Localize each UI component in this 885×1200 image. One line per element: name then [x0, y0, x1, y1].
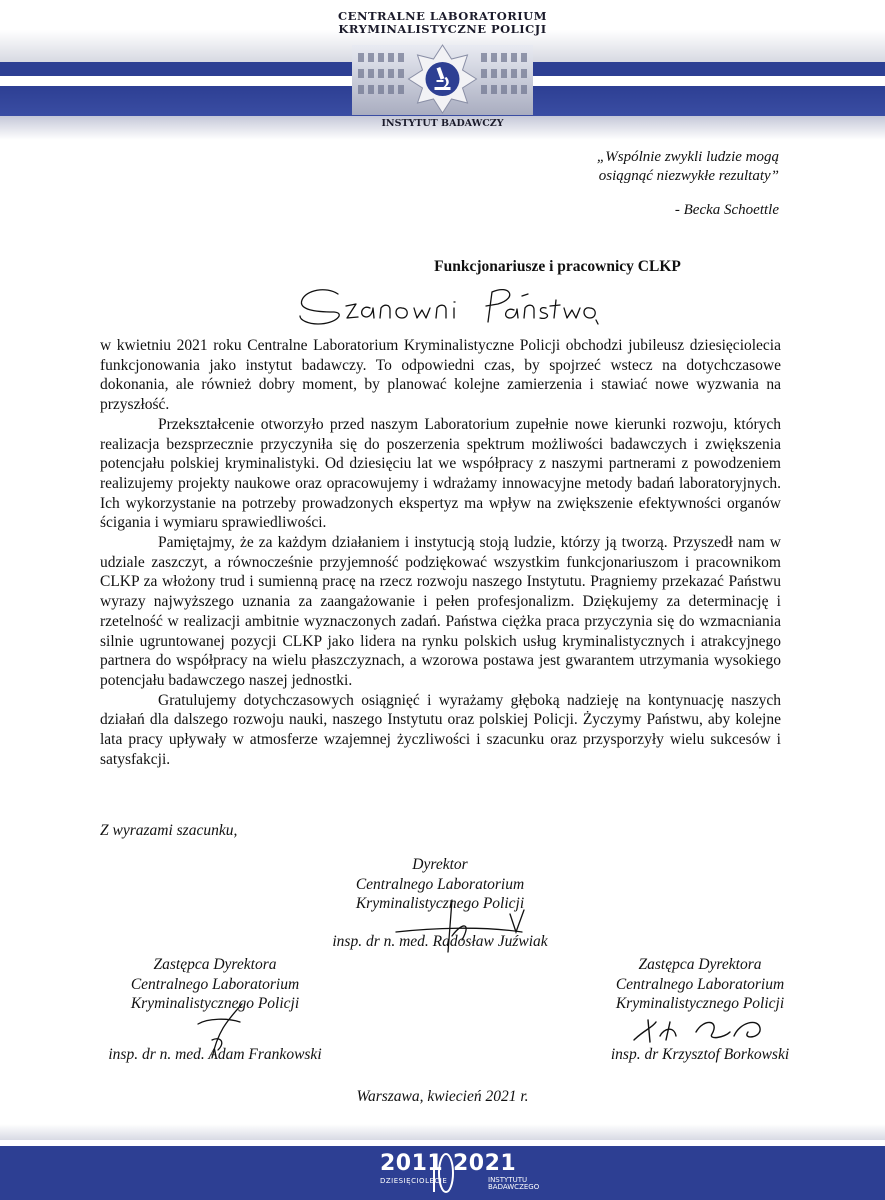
signature-title: Kryminalistycznego Policji [615, 995, 785, 1012]
anniversary-caption-left: DZIESIĘCIOLECIE [380, 1177, 448, 1185]
deputy-left-handwritten-signature [168, 1000, 258, 1062]
signature-title: Kryminalistycznego Policji [355, 895, 525, 912]
signature-name: insp. dr n. med. Radosław Juźwiak [332, 932, 548, 950]
signature-title: Centralnego Laboratorium [355, 875, 525, 893]
signature-name: insp. dr n. med. Adam Frankowski [108, 1045, 322, 1063]
place-and-date: Warszawa, kwiecień 2021 r. [356, 1088, 529, 1105]
anniversary-logo [370, 1146, 540, 1200]
quote-author: - Becka Schoettle [674, 202, 779, 218]
handwritten-greeting [296, 282, 606, 330]
anniversary-year-end: 2021 [453, 1151, 517, 1176]
letter-paragraph: w kwietniu 2021 roku Centralne Laboratorium Kryminalistyczne Policji obchodzi jubileusz dziesięciolecia funkcjonowania jako instytut badawczy. To odpowiedni czas, by spojrzeć wstecz na dotychczasowe dokonania, ale również dobry moment, by planować kolejne zamierzenia i stawiać nowe wyzwania na przyszłość. [100, 337, 781, 414]
caption-line: BADAWCZEGO [488, 1183, 540, 1191]
quote-line: „Wspólnie zwykli ludzie mogą [596, 149, 779, 165]
letter-paragraph: Przekształcenie otworzyło przed naszym Laboratorium zupełnie nowe kierunki rozwoju, których realizacja bezsprzecznie przyczyniła się do poszerzenia spektrum możliwości badawczych i zwiększenia potencjału polskiej kryminalistyki. Od dziesięciu lat we współpracy z naszymi partnerami z powodzeniem realizujemy projekty naukowe oraz opracowujemy i wdrażamy innowacyjne metody badań laboratoryjnych. Ich wykorzystanie na potrzeby prowadzonych ekspertyz ma wpływ na zwiększenie efektywności organów ścigania i wymiaru sprawiedliwości. [100, 415, 781, 532]
institution-subtitle: INSTYTUT BADAWCZY [381, 118, 504, 129]
building-emblem-logo [352, 37, 533, 115]
letterhead [0, 0, 885, 140]
signature-title: Zastępca Dyrektora [153, 956, 277, 973]
ten-years-icon [428, 1146, 456, 1200]
anniversary-year-start: 2011 [380, 1151, 444, 1176]
letter-body [100, 336, 781, 769]
signature-title: Zastępca Dyrektora [638, 956, 762, 973]
letter-paragraph: Pamiętajmy, że za każdym działaniem i instytucją stoją ludzie, którzy ją tworzą. Przyszedł nam w udziale zaszczyt, a równocześnie przyjemność podziękować wszystkim funkcjonariuszom i pracownikom CLKP za włożony trud i sumienną pracę na rzecz rozwoju naszego Instytutu. Pragniemy przekazać Państwu wyrazy najwyższego uznania za zaangażowanie i pełen profesjonalizm. Dziękujemy za determinację i rzetelność w realizacji ambitnie wyznaczonych zadań. Państwa ciężka praca przyczynia się do wzmacniania silnie ugruntowanej pozycji CLKP jako lidera na rynku polskich usług kryminalistycznych i atrakcyjnego partnera do współpracy na wielu płaszczyznach, a wzorowa postawa jest gwarantem utrzymania wysokiego potencjału badawczego naszej jednostki. [100, 534, 781, 689]
signature-name: insp. dr Krzysztof Borkowski [610, 1045, 790, 1063]
quote-line: osiągnąć niezwykłe rezultaty” [598, 168, 779, 184]
signature-title: Kryminalistycznego Policji [130, 995, 300, 1012]
letter-recipients: Funkcjonariusze i pracownicy CLKP [434, 258, 681, 275]
anniversary-caption-right [488, 1177, 539, 1191]
institution-name-line1: CENTRALNE LABORATORIUM [338, 9, 547, 23]
director-handwritten-signature [392, 892, 532, 954]
signature-title: Centralnego Laboratorium [130, 975, 300, 993]
letter-paragraph: Gratulujemy dotychczasowych osiągnięć i wyrażamy głęboką nadzieję na kontynuację naszych działań dla dalszego rozwoju nauki, naszego Instytutu oraz polskiej Policji. Życzymy Państwu, aby kolejne lata pracy upływały w atmosferze wzajemnej życzliwości i szacunku oraz przysporzyły wielu sukcesów i satysfakcji. [100, 691, 781, 768]
caption-line: INSTYTUTU [488, 1176, 528, 1184]
institution-name-line2: KRYMINALISTYCZNE POLICJI [338, 22, 547, 36]
motto-quote [597, 148, 779, 186]
deputy-right-handwritten-signature [630, 1010, 780, 1054]
signature-title: Dyrektor [412, 856, 468, 873]
letter-closing: Z wyrazami szacunku, [100, 822, 238, 839]
signature-title: Centralnego Laboratorium [615, 975, 785, 993]
